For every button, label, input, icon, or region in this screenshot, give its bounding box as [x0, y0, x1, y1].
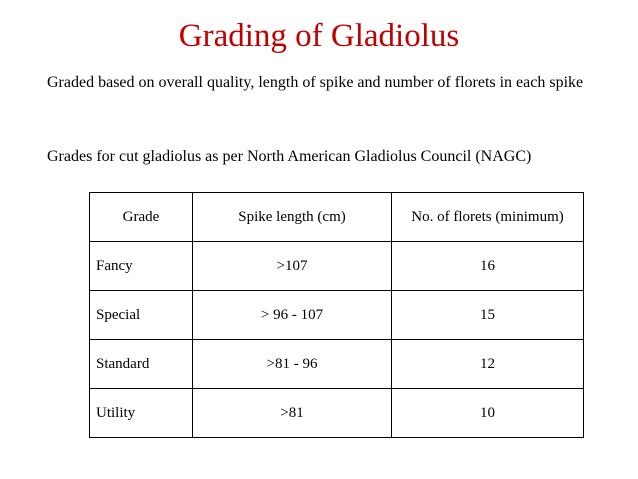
table-header-row [90, 193, 584, 242]
florets-cell: 15 [392, 291, 584, 340]
florets-cell: 10 [392, 389, 584, 438]
table-row [90, 291, 584, 340]
grading-table [89, 192, 584, 438]
spike-length-cell: >81 [193, 389, 392, 438]
grade-cell: Standard [90, 340, 193, 389]
grade-cell: Special [90, 291, 193, 340]
spike-length-cell: > 96 - 107 [193, 291, 392, 340]
grade-cell: Utility [90, 389, 193, 438]
table-row [90, 242, 584, 291]
nagc-paragraph: Grades for cut gladiolus as per North American Gladiolus Council (NAGC) [47, 148, 532, 165]
table-row [90, 389, 584, 438]
spike-length-cell: >81 - 96 [193, 340, 392, 389]
grade-cell: Fancy [90, 242, 193, 291]
spike-length-cell: >107 [193, 242, 392, 291]
header-florets: No. of florets (minimum) [392, 193, 584, 242]
florets-cell: 16 [392, 242, 584, 291]
description-paragraph: Graded based on overall quality, length of spike and number of florets in each spike [47, 74, 584, 91]
table-row [90, 340, 584, 389]
header-grade: Grade [90, 193, 193, 242]
slide-title: Grading of Gladiolus [178, 18, 460, 54]
florets-cell: 12 [392, 340, 584, 389]
header-spike-length: Spike length (cm) [193, 193, 392, 242]
